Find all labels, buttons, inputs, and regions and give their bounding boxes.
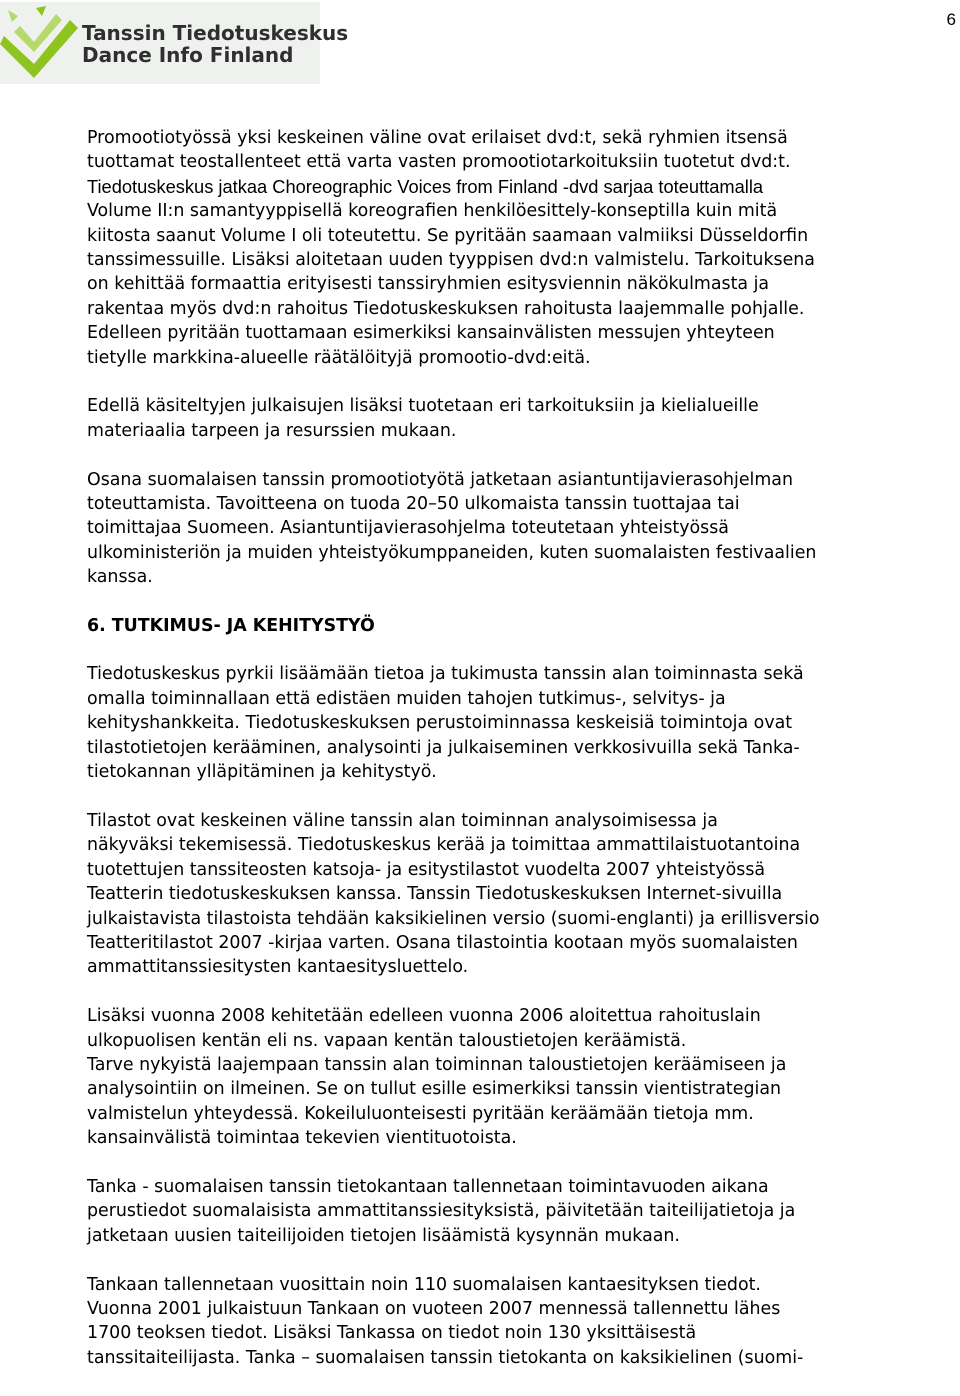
- text-line: materiaalia tarpeen ja resurssien mukaan.: [87, 420, 457, 441]
- paragraph-research-intro: [87, 662, 947, 784]
- document-body: [87, 126, 947, 1395]
- text-line: tuottamat teostallenteet että varta vasten promootiotarkoituksiin tuotetut dvd:t.: [87, 152, 791, 173]
- paragraph-expert-visitors: [87, 468, 947, 590]
- text-line: tilastotietojen kerääminen, analysointi ja julkaiseminen verkkosivuilla sekä Tanka-: [87, 737, 800, 758]
- text-line: Volume II:n samantyyppisellä koreografien henkilöesittely-konseptilla kuin mitä: [87, 201, 778, 222]
- text-line: on kehittää formaattia erityisesti tanssiryhmien esitysviennin näkökulmasta ja: [87, 274, 770, 295]
- text-line: tietylle markkina-alueelle räätälöityjä promootio-dvd:eitä.: [87, 347, 591, 368]
- text-line: ulkopuolisen kentän eli ns. vapaan kentän taloustietojen keräämistä.: [87, 1030, 687, 1051]
- paragraph-promotion-dvd: [87, 126, 947, 370]
- text-line: tuotettujen tanssiteosten katsoja- ja esitystilastot vuodelta 2007 yhteistyössä: [87, 859, 766, 880]
- text-line: Tankaan tallennetaan vuosittain noin 110 suomalaisen kantaesityksen tiedot.: [87, 1274, 761, 1295]
- paragraph-statistics: [87, 809, 947, 980]
- text-line: näkyväksi tekemisessä. Tiedotuskeskus kerää ja toimittaa ammattilaistuotantoina: [87, 835, 801, 856]
- text-line: Teatteritilastot 2007 -kirjaa varten. Osana tilastointia kootaan myös suomalaisten: [87, 932, 798, 953]
- text-line: ammattitanssiesitysten kantaesitysluettelo.: [87, 957, 469, 978]
- text-line: kanssa.: [87, 567, 153, 588]
- text-line: ulkoministeriön ja muiden yhteistyökumppaneiden, kuten suomalaisten festivaalien: [87, 542, 817, 563]
- text-line: kansainvälistä toimintaa tekevien vientituotoista.: [87, 1128, 517, 1149]
- text-line: analysointiin on ilmeinen. Se on tullut esille esimerkiksi tanssin vientistrategian: [87, 1079, 782, 1100]
- text-line: omalla toiminnallaan että edistäen muiden tahojen tutkimus-, selvitys- ja: [87, 688, 726, 709]
- logo-line-2: Dance Info Finland: [82, 43, 294, 67]
- paragraph-tanka-database: [87, 1175, 947, 1248]
- leaf-logo-icon: [0, 2, 80, 84]
- text-line: 1700 teoksen tiedot. Lisäksi Tankassa on tiedot noin 130 yksittäisestä: [87, 1323, 697, 1344]
- text-line: perustiedot suomalaisista ammattitanssiesityksistä, päivitetään taiteilijatietoja ja: [87, 1201, 796, 1222]
- text-line: Promootiotyössä yksi keskeinen väline ovat erilaiset dvd:t, sekä ryhmien itsensä: [87, 128, 788, 148]
- text-line: Osana suomalaisen tanssin promootiotyötä jatketaan asiantuntijavierasohjelman: [87, 469, 793, 490]
- text-line: julkaistavista tilastoista tehdään kaksikielinen versio (suomi-englanti) ja erillisversio: [87, 908, 820, 929]
- page-number: 6: [946, 10, 956, 29]
- logo-text: [82, 22, 348, 66]
- text-line: Tarve nykyistä laajempaan tanssin alan toiminnan taloustietojen keräämiseen ja: [87, 1054, 787, 1075]
- text-line: toimittajaa Suomeen. Asiantuntijavierasohjelma toteutetaan yhteistyössä: [87, 518, 729, 539]
- text-line: tanssitaiteilijasta. Tanka – suomalaisen tanssin tietokanta on kaksikielinen (suomi-: [87, 1347, 804, 1368]
- text-line: Edellä käsiteltyjen julkaisujen lisäksi tuotetaan eri tarkoituksiin ja kielialueille: [87, 396, 759, 417]
- text-line: kehityshankkeita. Tiedotuskeskuksen perustoiminnassa keskeisiä toimintoja ovat: [87, 713, 793, 734]
- text-line: tanssimessuille. Lisäksi aloitetaan uuden tyyppisen dvd:n valmistelu. Tarkoituksena: [87, 250, 815, 271]
- text-line: Edelleen pyritään tuottamaan esimerkiksi kansainvälisten messujen yhteyteen: [87, 323, 775, 344]
- text-line: Lisäksi vuonna 2008 kehitetään edelleen vuonna 2006 aloitettua rahoituslain: [87, 1006, 761, 1027]
- text-line: toteuttamista. Tavoitteena on tuoda 20–50 ulkomaista tanssin tuottajaa tai: [87, 494, 740, 515]
- paragraph-tanka-records: [87, 1273, 947, 1371]
- text-line: Teatterin tiedotuskeskuksen kanssa. Tanssin Tiedotuskeskuksen Internet-sivuilla: [87, 884, 783, 905]
- page-header: [0, 0, 960, 90]
- logo-line-1: Tanssin Tiedotuskeskus: [82, 21, 349, 45]
- text-line: Tiedotuskeskus jatkaa Choreographic Voices from Finland -dvd sarjaa toteuttamalla: [87, 175, 764, 197]
- text-line: rakentaa myös dvd:n rahoitus Tiedotuskeskuksen rahoitusta laajemmalle pohjalle.: [87, 298, 805, 319]
- text-line: valmistelun yhteydessä. Kokeiluluonteisesti pyritään keräämään tietoja mm.: [87, 1103, 754, 1124]
- text-line: Tanka - suomalaisen tanssin tietokantaan tallennetaan toimintavuoden aikana: [87, 1176, 769, 1197]
- paragraph-other-materials: [87, 394, 947, 443]
- logo: [0, 2, 349, 84]
- text-line: kiitosta saanut Volume I oli toteutettu. Se pyritään saamaan valmiiksi Düsseldorfin: [87, 225, 809, 246]
- section-heading: 6. TUTKIMUS- JA KEHITYSTYÖ: [87, 616, 375, 637]
- text-line: tietokannan ylläpitäminen ja kehitystyö.: [87, 762, 437, 783]
- text-line: Vuonna 2001 julkaistuun Tankaan on vuoteen 2007 mennessä tallennettu lähes: [87, 1298, 781, 1319]
- text-line: Tiedotuskeskus pyrkii lisäämään tietoa ja tukimusta tanssin alan toiminnasta sekä: [87, 664, 804, 685]
- text-line: Tilastot ovat keskeinen väline tanssin alan toiminnan analysoimisessa ja: [87, 810, 718, 831]
- text-line: jatketaan uusien taiteilijoiden tietojen lisäämistä kysynnän mukaan.: [87, 1225, 680, 1246]
- paragraph-financial-data: [87, 1004, 947, 1150]
